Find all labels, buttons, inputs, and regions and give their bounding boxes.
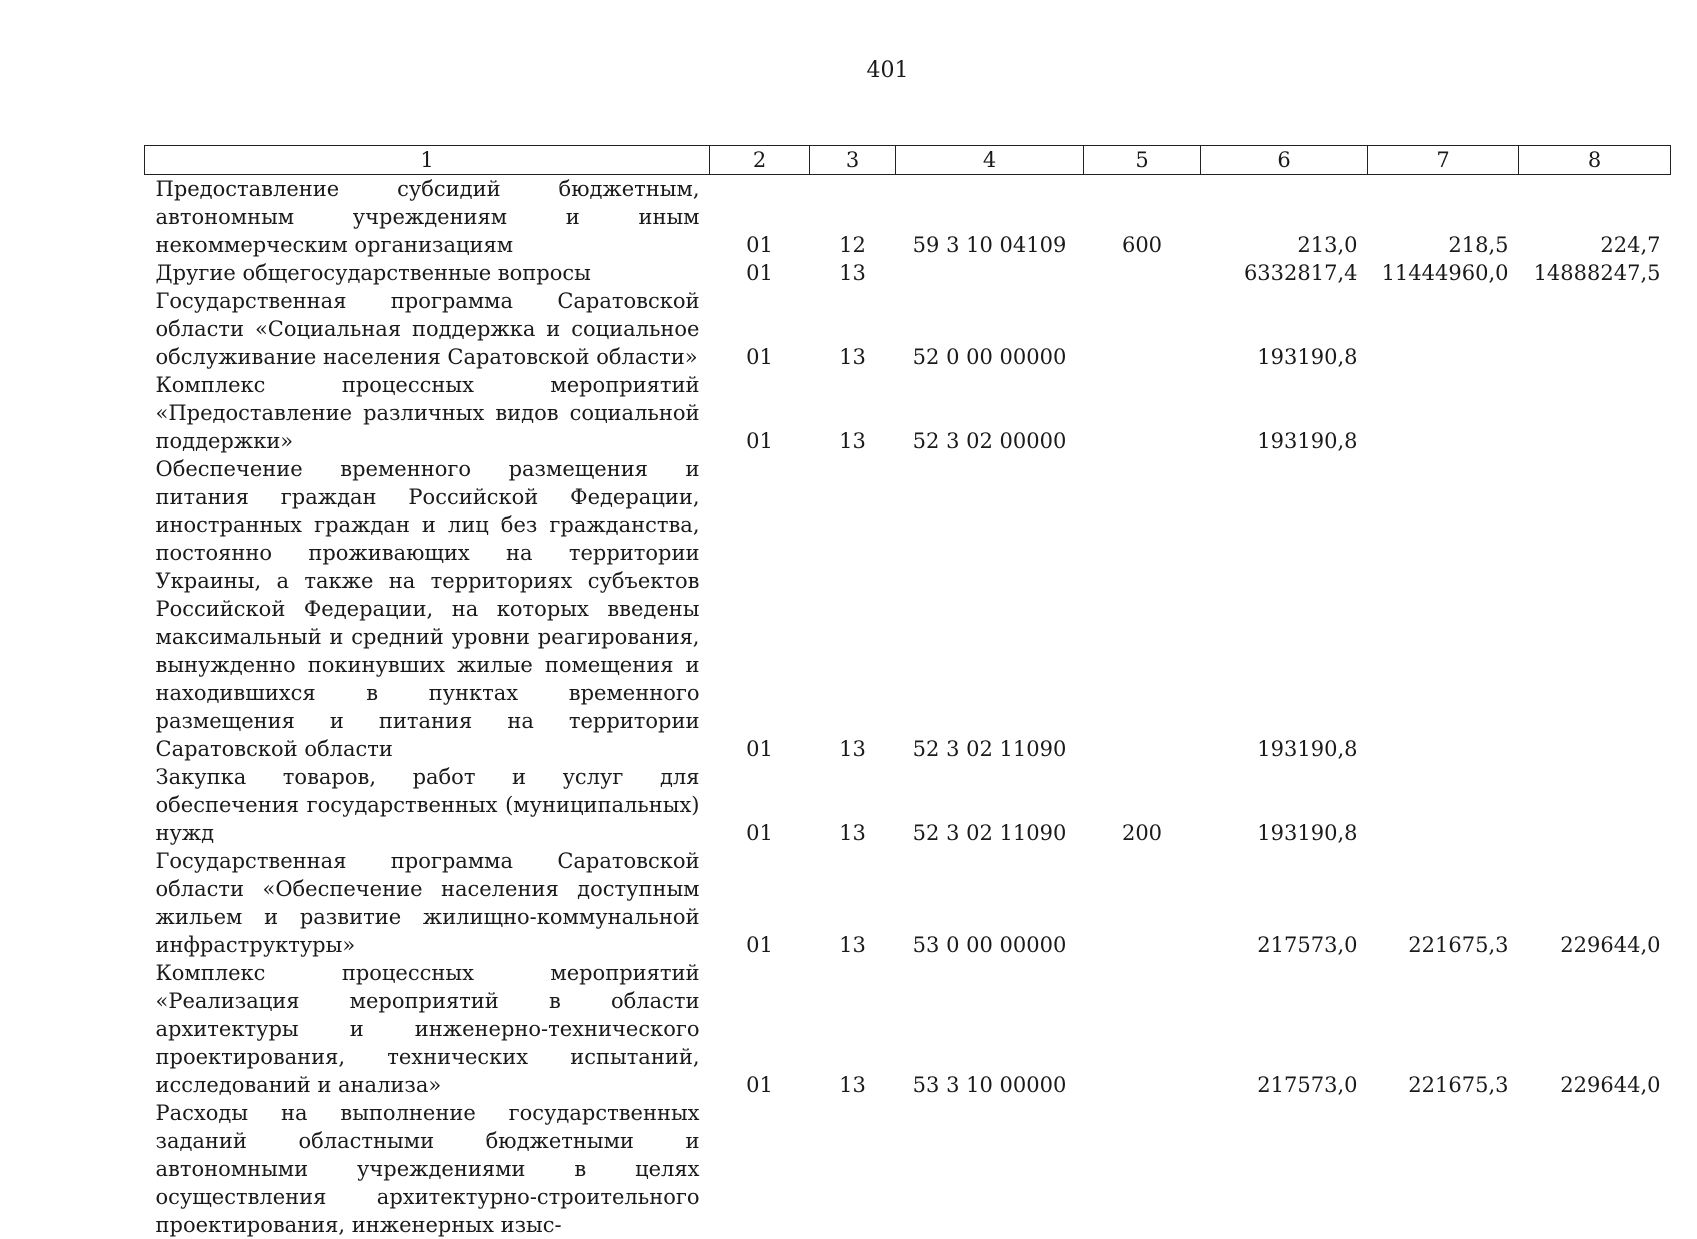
row-amount-year-3: 229644,0 [1519, 959, 1671, 1099]
table-row [145, 455, 1671, 763]
row-amount-year-2 [1368, 455, 1519, 763]
row-subsection: 13 [810, 959, 896, 1099]
row-subsection: 13 [810, 455, 896, 763]
row-amount-year-3 [1519, 763, 1671, 847]
row-expense-type [1084, 1099, 1201, 1239]
row-subsection [810, 1099, 896, 1239]
row-amount-year-2 [1368, 1099, 1519, 1239]
row-amount-year-3 [1519, 455, 1671, 763]
header-col-6: 6 [1201, 146, 1368, 175]
header-col-5: 5 [1084, 146, 1201, 175]
row-subsection: 13 [810, 259, 896, 287]
budget-table [144, 145, 1671, 1239]
header-col-8: 8 [1519, 146, 1671, 175]
row-section: 01 [710, 455, 810, 763]
table-row [145, 847, 1671, 959]
row-target-article [896, 259, 1084, 287]
row-expense-type [1084, 259, 1201, 287]
row-amount-year-3: 224,7 [1519, 175, 1671, 260]
row-amount-year-2 [1368, 371, 1519, 455]
row-section: 01 [710, 175, 810, 260]
row-target-article: 52 3 02 11090 [896, 763, 1084, 847]
row-subsection: 13 [810, 763, 896, 847]
row-amount-year-1: 193190,8 [1201, 371, 1368, 455]
row-name: Государственная программа Саратовской области «Социальная поддержка и социальное обслуживание населения Саратовской области» [145, 287, 710, 371]
row-amount-year-1 [1201, 1099, 1368, 1239]
row-target-article: 52 0 00 00000 [896, 287, 1084, 371]
row-target-article: 52 3 02 00000 [896, 371, 1084, 455]
row-target-article: 59 3 10 04109 [896, 175, 1084, 260]
row-amount-year-1: 6332817,4 [1201, 259, 1368, 287]
header-col-3: 3 [810, 146, 896, 175]
row-amount-year-3 [1519, 1099, 1671, 1239]
row-section [710, 1099, 810, 1239]
header-col-7: 7 [1368, 146, 1519, 175]
row-amount-year-2 [1368, 287, 1519, 371]
row-expense-type [1084, 959, 1201, 1099]
row-amount-year-1: 193190,8 [1201, 287, 1368, 371]
row-subsection: 13 [810, 847, 896, 959]
row-amount-year-2: 218,5 [1368, 175, 1519, 260]
row-expense-type: 600 [1084, 175, 1201, 260]
row-target-article: 53 3 10 00000 [896, 959, 1084, 1099]
row-name: Расходы на выполнение государственных заданий областными бюджетными и автономными учреждениями в целях осуществления архитектурно-строительного проектирования, инженерных изыс- [145, 1099, 710, 1239]
row-section: 01 [710, 259, 810, 287]
header-col-2: 2 [710, 146, 810, 175]
row-subsection: 12 [810, 175, 896, 260]
row-target-article: 53 0 00 00000 [896, 847, 1084, 959]
table-row [145, 287, 1671, 371]
header-row [145, 146, 1671, 175]
row-amount-year-3: 229644,0 [1519, 847, 1671, 959]
row-section: 01 [710, 959, 810, 1099]
row-amount-year-1: 217573,0 [1201, 959, 1368, 1099]
row-expense-type [1084, 455, 1201, 763]
row-expense-type [1084, 371, 1201, 455]
table-row [145, 371, 1671, 455]
table-row [145, 959, 1671, 1099]
row-name: Другие общегосударственные вопросы [145, 259, 710, 287]
table-row [145, 1099, 1671, 1239]
row-amount-year-1: 193190,8 [1201, 763, 1368, 847]
header-col-4: 4 [896, 146, 1084, 175]
row-amount-year-1: 193190,8 [1201, 455, 1368, 763]
row-subsection: 13 [810, 371, 896, 455]
row-amount-year-1: 213,0 [1201, 175, 1368, 260]
row-name: Комплекс процессных мероприятий «Реализация мероприятий в области архитектуры и инженерно-технического проектирования, технических испытаний, исследований и анализа» [145, 959, 710, 1099]
row-expense-type: 200 [1084, 763, 1201, 847]
row-name: Обеспечение временного размещения и питания граждан Российской Федерации, иностранных граждан и лиц без гражданства, постоянно проживающих на территории Украины, а также на территориях субъектов Российской Федерации, на которых введены максимальный и средний уровни реагирования, вынужденно покинувших жилые помещения и находившихся в пунктах временного размещения и питания на территории Саратовской области [145, 455, 710, 763]
row-name: Комплекс процессных мероприятий «Предоставление различных видов социальной поддержки» [145, 371, 710, 455]
row-name: Закупка товаров, работ и услуг для обеспечения государственных (муниципальных) нужд [145, 763, 710, 847]
row-amount-year-2: 221675,3 [1368, 959, 1519, 1099]
row-subsection: 13 [810, 287, 896, 371]
row-section: 01 [710, 847, 810, 959]
row-section: 01 [710, 763, 810, 847]
row-amount-year-2: 221675,3 [1368, 847, 1519, 959]
row-amount-year-3: 14888247,5 [1519, 259, 1671, 287]
row-section: 01 [710, 371, 810, 455]
row-amount-year-3 [1519, 371, 1671, 455]
row-amount-year-2: 11444960,0 [1368, 259, 1519, 287]
row-amount-year-2 [1368, 763, 1519, 847]
row-name: Предоставление субсидий бюджетным, автономным учреждениям и иным некоммерческим организациям [145, 175, 710, 260]
table-header [145, 146, 1671, 175]
table-row [145, 763, 1671, 847]
table-row [145, 259, 1671, 287]
row-amount-year-1: 217573,0 [1201, 847, 1368, 959]
row-expense-type [1084, 847, 1201, 959]
row-target-article [896, 1099, 1084, 1239]
table-row [145, 175, 1671, 260]
table-body [145, 175, 1671, 1239]
header-col-1: 1 [145, 146, 710, 175]
row-target-article: 52 3 02 11090 [896, 455, 1084, 763]
row-amount-year-3 [1519, 287, 1671, 371]
row-section: 01 [710, 287, 810, 371]
row-name: Государственная программа Саратовской области «Обеспечение населения доступным жильем и развитие жилищно-коммунальной инфраструктуры» [145, 847, 710, 959]
row-expense-type [1084, 287, 1201, 371]
page-number: 401 [0, 58, 1697, 84]
